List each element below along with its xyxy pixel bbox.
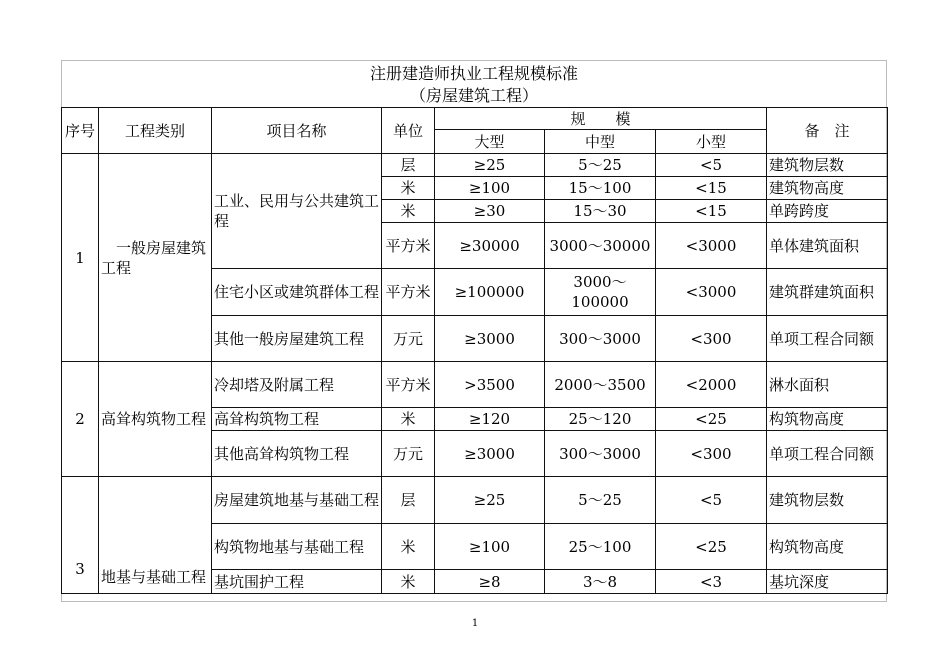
remark-cell: 淋水面积 [767,362,888,408]
large-cell: ≥8 [435,570,545,594]
unit-cell: 万元 [382,431,435,477]
seq-cell: 3 [62,477,99,594]
small-cell: <15 [656,200,767,223]
header-scale: 规 模 [435,108,767,130]
remark-cell: 单项工程合同额 [767,316,888,362]
remark-cell: 建筑物层数 [767,154,888,177]
remark-cell: 构筑物高度 [767,408,888,431]
unit-cell: 米 [382,408,435,431]
unit-cell: 平方米 [382,223,435,269]
large-cell: ≥3000 [435,316,545,362]
project-name-cell: 基坑围护工程 [212,570,382,594]
header-medium: 中型 [545,130,656,154]
table-row [62,154,888,177]
unit-cell: 米 [382,570,435,594]
large-cell: ≥25 [435,154,545,177]
unit-cell: 层 [382,154,435,177]
small-cell: <25 [656,524,767,570]
category-cell: 一般房屋建筑工程 [99,154,212,362]
header-seq: 序号 [62,108,99,154]
medium-cell: 3～8 [545,570,656,594]
remark-cell: 建筑物层数 [767,477,888,524]
category-cell: 高耸构筑物工程 [99,362,212,477]
small-cell: <25 [656,408,767,431]
project-name-cell: 其他一般房屋建筑工程 [212,316,382,362]
scale-standard-table [61,107,888,594]
small-cell: <5 [656,154,767,177]
unit-cell: 米 [382,200,435,223]
large-cell: ≥100 [435,177,545,200]
seq-cell: 1 [62,154,99,362]
medium-cell: 15～100 [545,177,656,200]
project-name-cell: 住宅小区或建筑群体工程 [212,269,382,316]
unit-cell: 平方米 [382,269,435,316]
unit-cell: 层 [382,477,435,524]
remark-cell: 单跨跨度 [767,200,888,223]
large-cell: ≥30000 [435,223,545,269]
header-remark: 备 注 [767,108,888,154]
seq-cell: 2 [62,362,99,477]
remark-cell: 单体建筑面积 [767,223,888,269]
small-cell: <15 [656,177,767,200]
remark-cell: 建筑物高度 [767,177,888,200]
document-title: 注册建造师执业工程规模标准 [369,64,578,83]
header-small: 小型 [656,130,767,154]
project-name-cell: 房屋建筑地基与基础工程 [212,477,382,524]
small-cell: <300 [656,316,767,362]
medium-cell: 3000～30000 [545,223,656,269]
large-cell: ≥100000 [435,269,545,316]
project-name-cell: 高耸构筑物工程 [212,408,382,431]
large-cell: ≥30 [435,200,545,223]
medium-cell: 15～30 [545,200,656,223]
project-name-cell: 其他高耸构筑物工程 [212,431,382,477]
large-cell: ≥25 [435,477,545,524]
unit-cell: 米 [382,524,435,570]
medium-cell: 5～25 [545,477,656,524]
header-project: 项目名称 [212,108,382,154]
small-cell: <3000 [656,269,767,316]
remark-cell: 基坑深度 [767,570,888,594]
header-large: 大型 [435,130,545,154]
medium-cell: 300～3000 [545,316,656,362]
small-cell: <300 [656,431,767,477]
page-number: 1 [471,618,479,629]
project-name-cell: 构筑物地基与基础工程 [212,524,382,570]
project-name-cell: 冷却塔及附属工程 [212,362,382,408]
small-cell: <5 [656,477,767,524]
remark-cell: 建筑群建筑面积 [767,269,888,316]
large-cell: ≥120 [435,408,545,431]
unit-cell: 平方米 [382,362,435,408]
table-row [62,477,888,524]
small-cell: <2000 [656,362,767,408]
medium-cell: 300～3000 [545,431,656,477]
document-subtitle: （房屋建筑工程） [409,86,538,105]
title-block [62,61,886,107]
remark-cell: 构筑物高度 [767,524,888,570]
large-cell: >3500 [435,362,545,408]
header-unit: 单位 [382,108,435,154]
medium-cell: 3000～100000 [545,269,656,316]
document-sheet [61,60,887,602]
medium-cell: 25～120 [545,408,656,431]
remark-cell: 单项工程合同额 [767,431,888,477]
small-cell: <3000 [656,223,767,269]
unit-cell: 米 [382,177,435,200]
medium-cell: 25～100 [545,524,656,570]
unit-cell: 万元 [382,316,435,362]
header-category: 工程类别 [99,108,212,154]
project-name-cell: 工业、民用与公共建筑工程 [212,154,382,269]
category-cell: 地基与基础工程 [99,477,212,594]
large-cell: ≥3000 [435,431,545,477]
medium-cell: 5～25 [545,154,656,177]
small-cell: <3 [656,570,767,594]
large-cell: ≥100 [435,524,545,570]
table-row [62,362,888,408]
medium-cell: 2000～3500 [545,362,656,408]
